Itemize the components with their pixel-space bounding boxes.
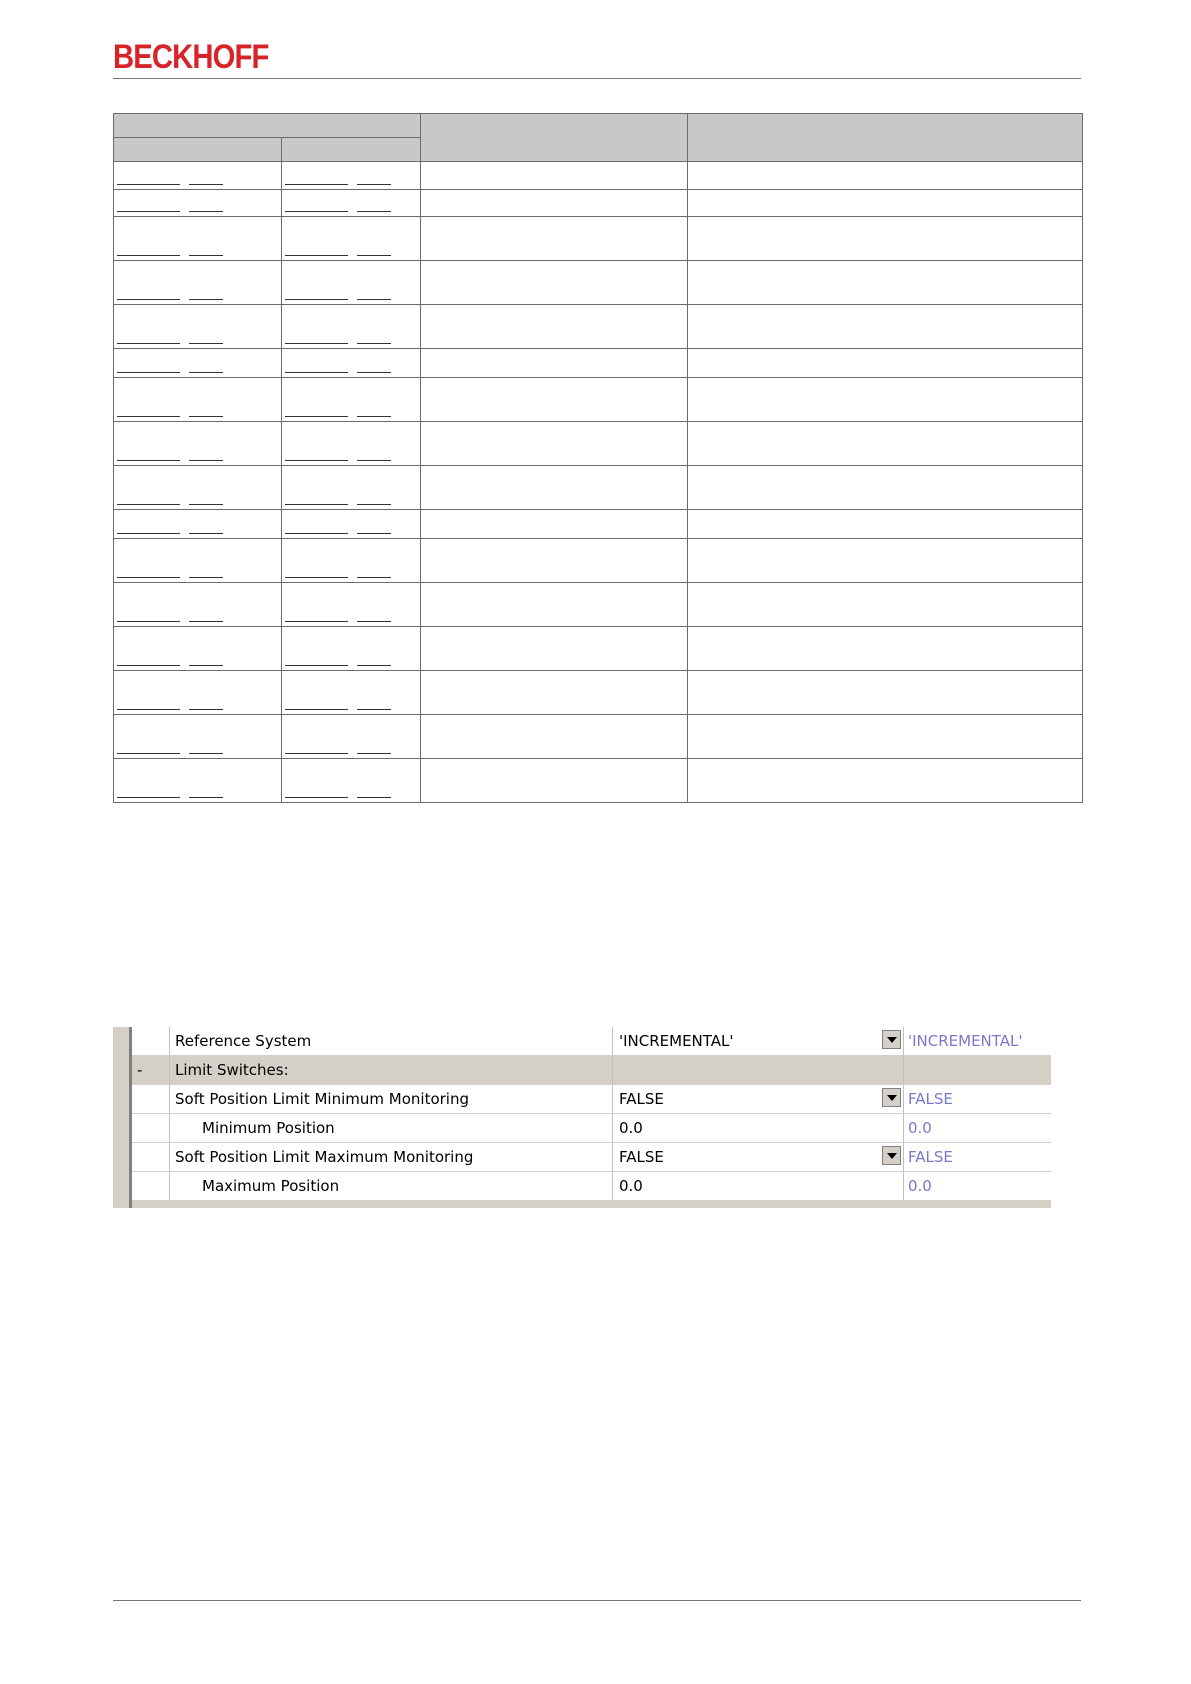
table-row [114,583,1083,627]
link-underline[interactable] [285,665,348,666]
link-underline[interactable] [189,211,223,212]
next-group-row [132,1201,1051,1208]
link-underline[interactable] [357,255,391,256]
table-cell [688,217,1083,261]
table-cell [421,539,688,583]
table-cell [688,261,1083,305]
link-underline[interactable] [189,533,223,534]
table-cell [421,510,688,539]
table-row [114,715,1083,759]
property-value-cell[interactable] [613,1143,904,1171]
link-underline[interactable] [117,255,180,256]
link-underline[interactable] [189,753,223,754]
table-cell[interactable] [282,510,421,539]
table-cell [421,715,688,759]
table-cell[interactable] [114,627,282,671]
link-underline[interactable] [285,753,348,754]
default-value: 0.0 [908,1119,932,1137]
link-underline[interactable] [189,797,223,798]
table-cell [421,627,688,671]
table-cell[interactable] [114,539,282,583]
row-marker-cell[interactable] [132,1056,170,1084]
table-cell [688,510,1083,539]
link-underline[interactable] [357,299,391,300]
property-row[interactable] [132,1143,1051,1172]
beckhoff-logo: BECKHOFF [113,38,269,76]
property-row[interactable] [132,1114,1051,1143]
link-underline[interactable] [117,753,180,754]
header-cell-3 [421,114,688,162]
default-value-cell [904,1143,1051,1171]
default-value-cell [904,1172,1051,1200]
table-cell[interactable] [282,715,421,759]
link-underline[interactable] [117,533,180,534]
table-cell [421,583,688,627]
property-name-cell [169,1027,613,1055]
link-underline[interactable] [117,343,180,344]
table-row [114,217,1083,261]
table-cell[interactable] [114,378,282,422]
link-underline[interactable] [285,504,348,505]
table-row [114,759,1083,803]
table-cell [421,349,688,378]
table-cell[interactable] [114,671,282,715]
link-underline[interactable] [117,665,180,666]
table-row [114,466,1083,510]
collapse-toggle[interactable]: - [137,1061,143,1079]
parameter-panel [113,1027,1051,1208]
default-value: FALSE [908,1090,953,1108]
link-underline[interactable] [285,709,348,710]
default-value: 0.0 [908,1177,932,1195]
link-underline[interactable] [117,299,180,300]
link-underline[interactable] [189,621,223,622]
table-cell [688,671,1083,715]
table-cell[interactable] [114,510,282,539]
table-row [114,510,1083,539]
property-value[interactable]: 0.0 [619,1177,643,1195]
table-cell[interactable] [114,217,282,261]
table-cell[interactable] [282,349,421,378]
link-underline[interactable] [117,460,180,461]
link-underline[interactable] [357,343,391,344]
table-cell[interactable] [282,671,421,715]
link-underline[interactable] [285,184,348,185]
property-value[interactable]: FALSE [619,1090,664,1108]
link-underline[interactable] [189,709,223,710]
property-row[interactable] [132,1027,1051,1056]
link-underline[interactable] [285,343,348,344]
link-underline[interactable] [285,533,348,534]
link-underline[interactable] [189,299,223,300]
table-cell [421,217,688,261]
property-name: Minimum Position [202,1119,335,1137]
group-row[interactable] [132,1056,1051,1085]
link-underline[interactable] [285,621,348,622]
table-cell[interactable] [282,162,421,190]
panel-gutter [113,1027,129,1208]
table-cell[interactable] [114,583,282,627]
link-underline[interactable] [357,184,391,185]
link-underline[interactable] [117,416,180,417]
default-value: FALSE [908,1148,953,1166]
table-cell [421,162,688,190]
table-cell [421,759,688,803]
link-underline[interactable] [189,343,223,344]
table-cell[interactable] [114,422,282,466]
link-underline[interactable] [285,211,348,212]
table-header-row [114,114,1083,138]
table-cell[interactable] [282,261,421,305]
link-underline[interactable] [189,665,223,666]
table-cell[interactable] [114,349,282,378]
table-cell [421,378,688,422]
header-cell-2 [282,138,421,162]
default-value-cell [904,1085,1051,1113]
property-value-cell[interactable] [613,1114,904,1142]
table-row [114,305,1083,349]
table-cell[interactable] [282,583,421,627]
link-underline[interactable] [285,255,348,256]
link-underline[interactable] [357,460,391,461]
link-underline[interactable] [117,184,180,185]
table-cell [421,466,688,510]
property-name-cell [169,1143,613,1171]
link-underline[interactable] [189,504,223,505]
row-marker-cell[interactable] [132,1114,170,1142]
table-cell[interactable] [282,378,421,422]
table-cell[interactable] [114,466,282,510]
property-name-cell [169,1172,613,1200]
table-cell [688,162,1083,190]
row-marker-cell[interactable] [132,1027,170,1055]
header-rule [113,78,1081,79]
link-underline[interactable] [285,460,348,461]
link-underline[interactable] [189,460,223,461]
table-row [114,261,1083,305]
table-cell [688,378,1083,422]
link-underline[interactable] [357,504,391,505]
table-cell[interactable] [282,539,421,583]
table-cell [421,305,688,349]
table-cell[interactable] [282,627,421,671]
property-name: Maximum Position [202,1177,340,1195]
table-cell[interactable] [282,759,421,803]
dropdown-arrow-icon[interactable] [882,1030,901,1049]
table-cell [688,422,1083,466]
header-cell-group [114,114,421,138]
header-cell-4 [688,114,1083,162]
table-row [114,190,1083,217]
link-underline[interactable] [357,533,391,534]
property-value-cell[interactable] [613,1027,904,1055]
link-underline[interactable] [357,211,391,212]
link-underline[interactable] [189,416,223,417]
dropdown-arrow-icon[interactable] [882,1088,901,1107]
link-underline[interactable] [189,184,223,185]
table-cell[interactable] [282,217,421,261]
link-underline[interactable] [189,255,223,256]
link-underline[interactable] [117,211,180,212]
table-cell[interactable] [114,305,282,349]
link-underline[interactable] [189,372,223,373]
property-value-cell[interactable] [613,1085,904,1113]
row-marker-cell[interactable] [132,1172,170,1200]
property-name-cell [169,1085,613,1113]
property-name-cell [169,1114,613,1142]
row-marker-cell[interactable] [132,1085,170,1113]
header-cell-1 [114,138,282,162]
table-cell[interactable] [282,190,421,217]
table-row [114,162,1083,190]
property-row[interactable] [132,1172,1051,1201]
table-row [114,539,1083,583]
property-value[interactable]: 'INCREMENTAL' [619,1032,734,1050]
property-value-cell [613,1056,904,1084]
property-value[interactable]: 0.0 [619,1119,643,1137]
link-underline[interactable] [117,577,180,578]
table-row [114,671,1083,715]
table-cell [688,583,1083,627]
link-underline[interactable] [357,709,391,710]
link-underline[interactable] [357,372,391,373]
link-underline[interactable] [117,372,180,373]
link-underline[interactable] [117,621,180,622]
link-underline[interactable] [117,797,180,798]
link-underline[interactable] [357,621,391,622]
table-row [114,349,1083,378]
table-cell [688,715,1083,759]
property-value-cell[interactable] [613,1172,904,1200]
property-name: Limit Switches: [175,1061,289,1079]
row-marker-cell[interactable] [132,1143,170,1171]
link-underline[interactable] [189,577,223,578]
link-underline[interactable] [357,416,391,417]
property-value[interactable]: FALSE [619,1148,664,1166]
link-underline[interactable] [357,577,391,578]
property-name: Reference System [175,1032,312,1050]
table-cell [421,422,688,466]
property-row[interactable] [132,1085,1051,1114]
default-value-cell [904,1114,1051,1142]
table-cell[interactable] [282,466,421,510]
table-cell[interactable] [114,759,282,803]
table-cell [688,759,1083,803]
link-underline[interactable] [285,416,348,417]
table-cell[interactable] [114,190,282,217]
link-underline[interactable] [285,797,348,798]
table-cell [688,190,1083,217]
link-underline[interactable] [357,797,391,798]
table-cell [688,627,1083,671]
table-cell [421,261,688,305]
footer-rule [113,1600,1081,1601]
dropdown-arrow-icon[interactable] [882,1146,901,1165]
property-name: Soft Position Limit Maximum Monitoring [175,1148,474,1166]
link-underline[interactable] [117,504,180,505]
table-cell[interactable] [114,162,282,190]
table-row [114,627,1083,671]
link-underline[interactable] [117,709,180,710]
table-cell [688,305,1083,349]
default-value: 'INCREMENTAL' [908,1032,1023,1050]
property-name: Soft Position Limit Minimum Monitoring [175,1090,469,1108]
default-value-cell [904,1027,1051,1055]
table-cell [421,190,688,217]
table-cell [421,671,688,715]
default-value-cell [904,1056,1051,1084]
property-name-cell [169,1056,613,1084]
table-row [114,378,1083,422]
table-cell[interactable] [282,305,421,349]
table-cell [688,349,1083,378]
link-underline[interactable] [285,299,348,300]
table-cell[interactable] [114,715,282,759]
table-row [114,422,1083,466]
link-underline[interactable] [285,372,348,373]
link-underline[interactable] [285,577,348,578]
parameter-table [113,113,1083,803]
table-cell [688,466,1083,510]
table-cell[interactable] [114,261,282,305]
table-cell[interactable] [282,422,421,466]
link-underline[interactable] [357,753,391,754]
link-underline[interactable] [357,665,391,666]
table-cell [688,539,1083,583]
